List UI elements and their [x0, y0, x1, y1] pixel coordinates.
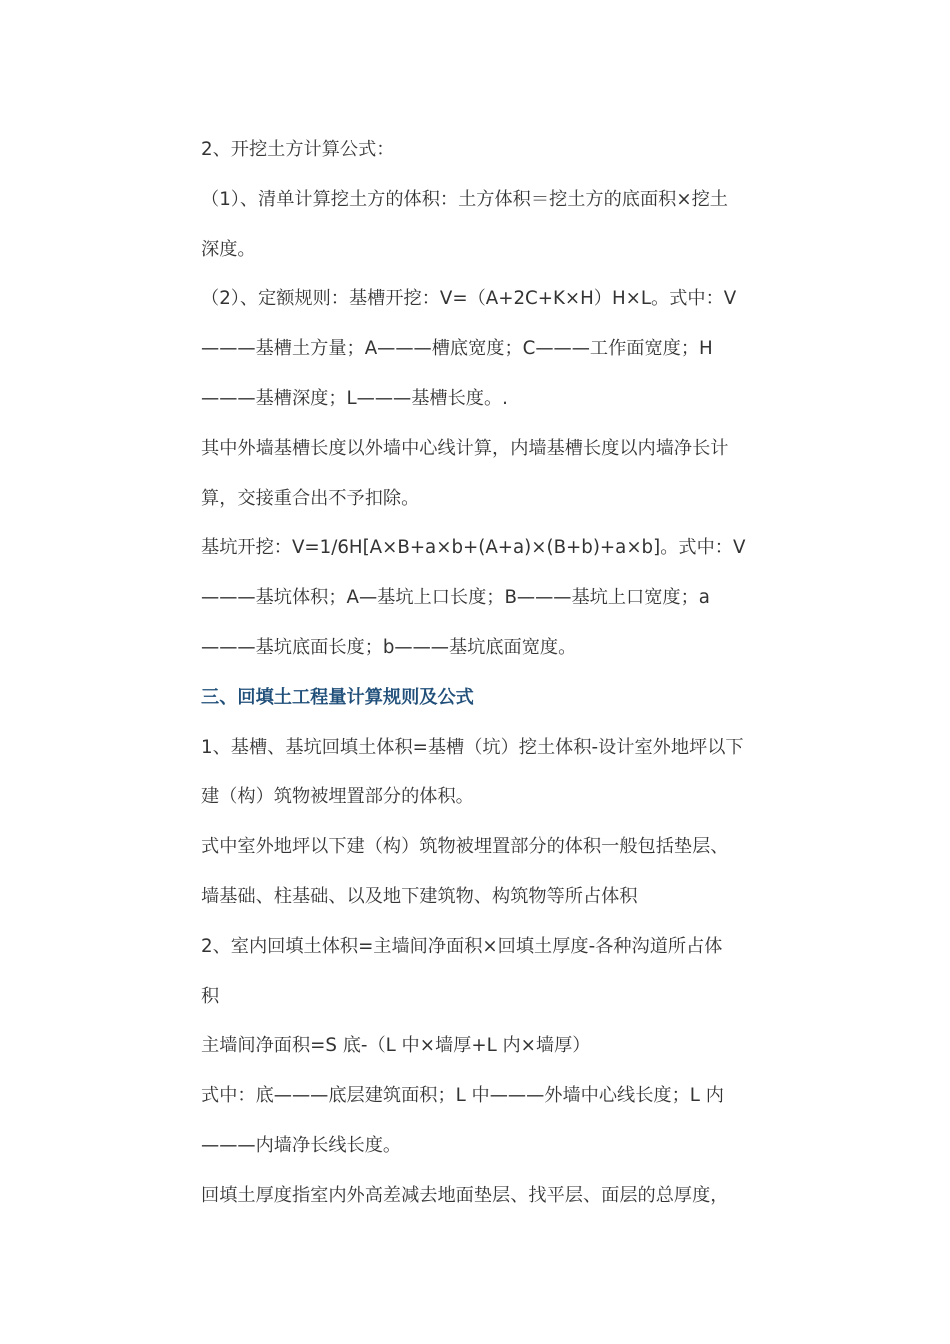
document-body [201, 125, 751, 1221]
section-heading-backfill: 三、回填土工程量计算规则及公式 [201, 686, 474, 708]
line-indoor-backfill-volume: 2、室内回填土体积=主墙间净面积×回填土厚度-各种沟道所占体 [201, 935, 723, 957]
line-indoor-backfill-volume-cont: 积 [201, 985, 220, 1007]
line-trench-backfill-volume: 1、基槽、基坑回填土体积=基槽（坑）挖土体积-设计室外地坪以下 [201, 736, 744, 758]
line-buried-volume-note-cont: 墙基础、柱基础、以及地下建筑物、构筑物等所占体积 [201, 885, 638, 907]
line-bill-volume-rule: （1）、清单计算挖土方的体积：土方体积＝挖土方的底面积×挖土 [201, 188, 728, 210]
line-pit-symbols-cont: ———基坑底面长度；b———基坑底面宽度。 [201, 636, 577, 658]
line-trench-backfill-volume-cont: 建（构）筑物被埋置部分的体积。 [201, 786, 474, 808]
line-buried-volume-note: 式中室外地坪以下建（构）筑物被埋置部分的体积一般包括垫层、 [201, 836, 729, 858]
line-net-area-symbols: 式中：底———底层建筑面积；L 中———外墙中心线长度；L 内 [201, 1085, 724, 1107]
line-trench-length-rule: 其中外墙基槽长度以外墙中心线计算，内墙基槽长度以内墙净长计 [201, 437, 729, 459]
line-backfill-thickness: 回填土厚度指室内外高差减去地面垫层、找平层、面层的总厚度， [201, 1184, 729, 1206]
line-bill-volume-rule-cont: 深度。 [201, 238, 256, 260]
line-net-area-formula: 主墙间净面积=S 底-（L 中×墙厚+L 内×墙厚） [201, 1035, 591, 1057]
line-quota-rule-trench: （2）、定额规则：基槽开挖：V=（A+2C+K×H）H×L。式中：V [201, 288, 737, 310]
line-trench-symbols-cont: ———基槽深度；L———基槽长度。. [201, 387, 508, 409]
line-trench-length-rule-cont: 算，交接重合出不予扣除。 [201, 487, 420, 509]
line-trench-symbols: ———基槽土方量；A———槽底宽度；C———工作面宽度；H [201, 338, 713, 360]
line-pit-formula: 基坑开挖：V=1/6H[A×B+a×b+(A+a)×(B+b)+a×b]。式中：V [201, 537, 746, 559]
line-net-area-symbols-cont: ———内墙净长线长度。 [201, 1134, 402, 1156]
line-excavation-formula-title: 2、开挖土方计算公式： [201, 139, 395, 160]
line-pit-symbols: ———基坑体积；A—基坑上口长度；B———基坑上口宽度；a [201, 587, 710, 609]
